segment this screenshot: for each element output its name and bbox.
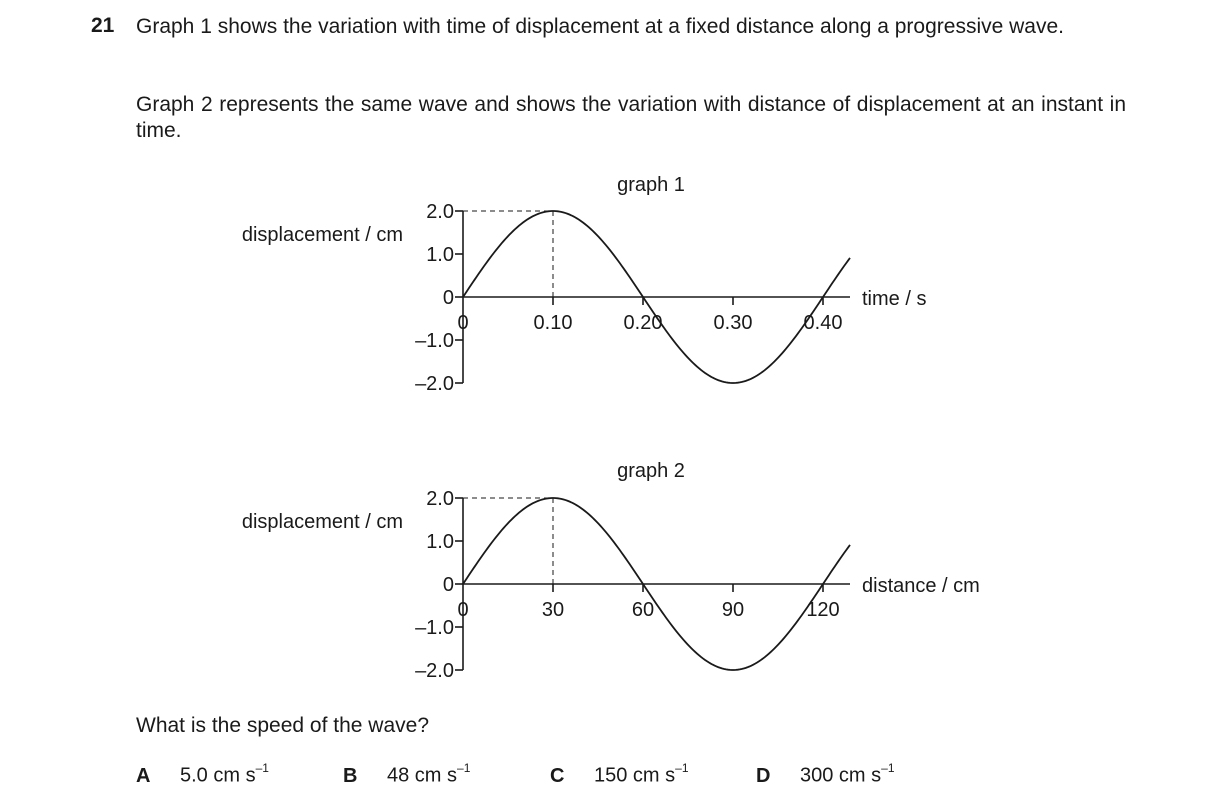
y-axis-label: displacement / cm [241,224,403,246]
chart-title: graph 1 [617,174,685,196]
y-axis-label: displacement / cm [241,511,403,533]
option-letter: B [343,764,358,787]
option-value: 48 cm s [387,764,458,787]
x-tick-label: 60 [631,599,655,621]
option-exponent: –1 [255,761,269,775]
y-tick-label: 1.0 [426,244,454,266]
x-tick-label: 90 [721,599,745,621]
question-prompt: What is the speed of the wave? [136,714,430,737]
option-exponent: –1 [457,761,471,775]
x-tick-label: 120 [806,599,840,621]
y-tick-label: 0 [442,287,454,309]
option-value: 150 cm s [594,764,676,787]
y-tick-label: 0 [442,574,454,596]
question-number: 21 [91,14,115,37]
option-letter: A [136,764,151,787]
option-b[interactable] [343,763,470,788]
x-axis-label: time / s [862,288,927,310]
y-tick-label: 2.0 [426,488,454,510]
graph-1 [242,174,927,395]
y-tick-label: –1.0 [415,330,454,352]
option-exponent: –1 [675,761,689,775]
chart-title: graph 2 [617,460,685,482]
y-tick-label: –2.0 [415,373,454,395]
x-tick-label: 0 [457,312,469,334]
option-value: 300 cm s [800,764,882,787]
option-value: 5.0 cm s [180,764,256,787]
option-letter: C [550,764,565,787]
question-intro-2: Graph 2 represents the same wave and shows the variation with distance of displacement at an instant in time. [136,93,1126,142]
y-tick-label: 1.0 [426,531,454,553]
option-a[interactable] [136,763,269,788]
x-tick-label: 0.40 [803,312,843,334]
question-intro: Graph 1 shows the variation with time of displacement at a fixed distance along a progressive wave. [136,15,1064,38]
y-tick-label: 2.0 [426,201,454,223]
option-d[interactable] [756,763,895,788]
option-c[interactable] [550,763,689,788]
option-letter: D [756,764,771,787]
x-tick-label: 0.20 [623,312,663,334]
x-axis-label: distance / cm [862,575,980,597]
y-tick-label: –2.0 [415,660,454,682]
x-tick-label: 0.30 [713,312,753,334]
option-exponent: –1 [881,761,895,775]
x-tick-label: 0.10 [533,312,573,334]
y-tick-label: –1.0 [415,617,454,639]
x-tick-label: 0 [457,599,469,621]
graph-2 [242,460,980,682]
x-tick-label: 30 [541,599,565,621]
